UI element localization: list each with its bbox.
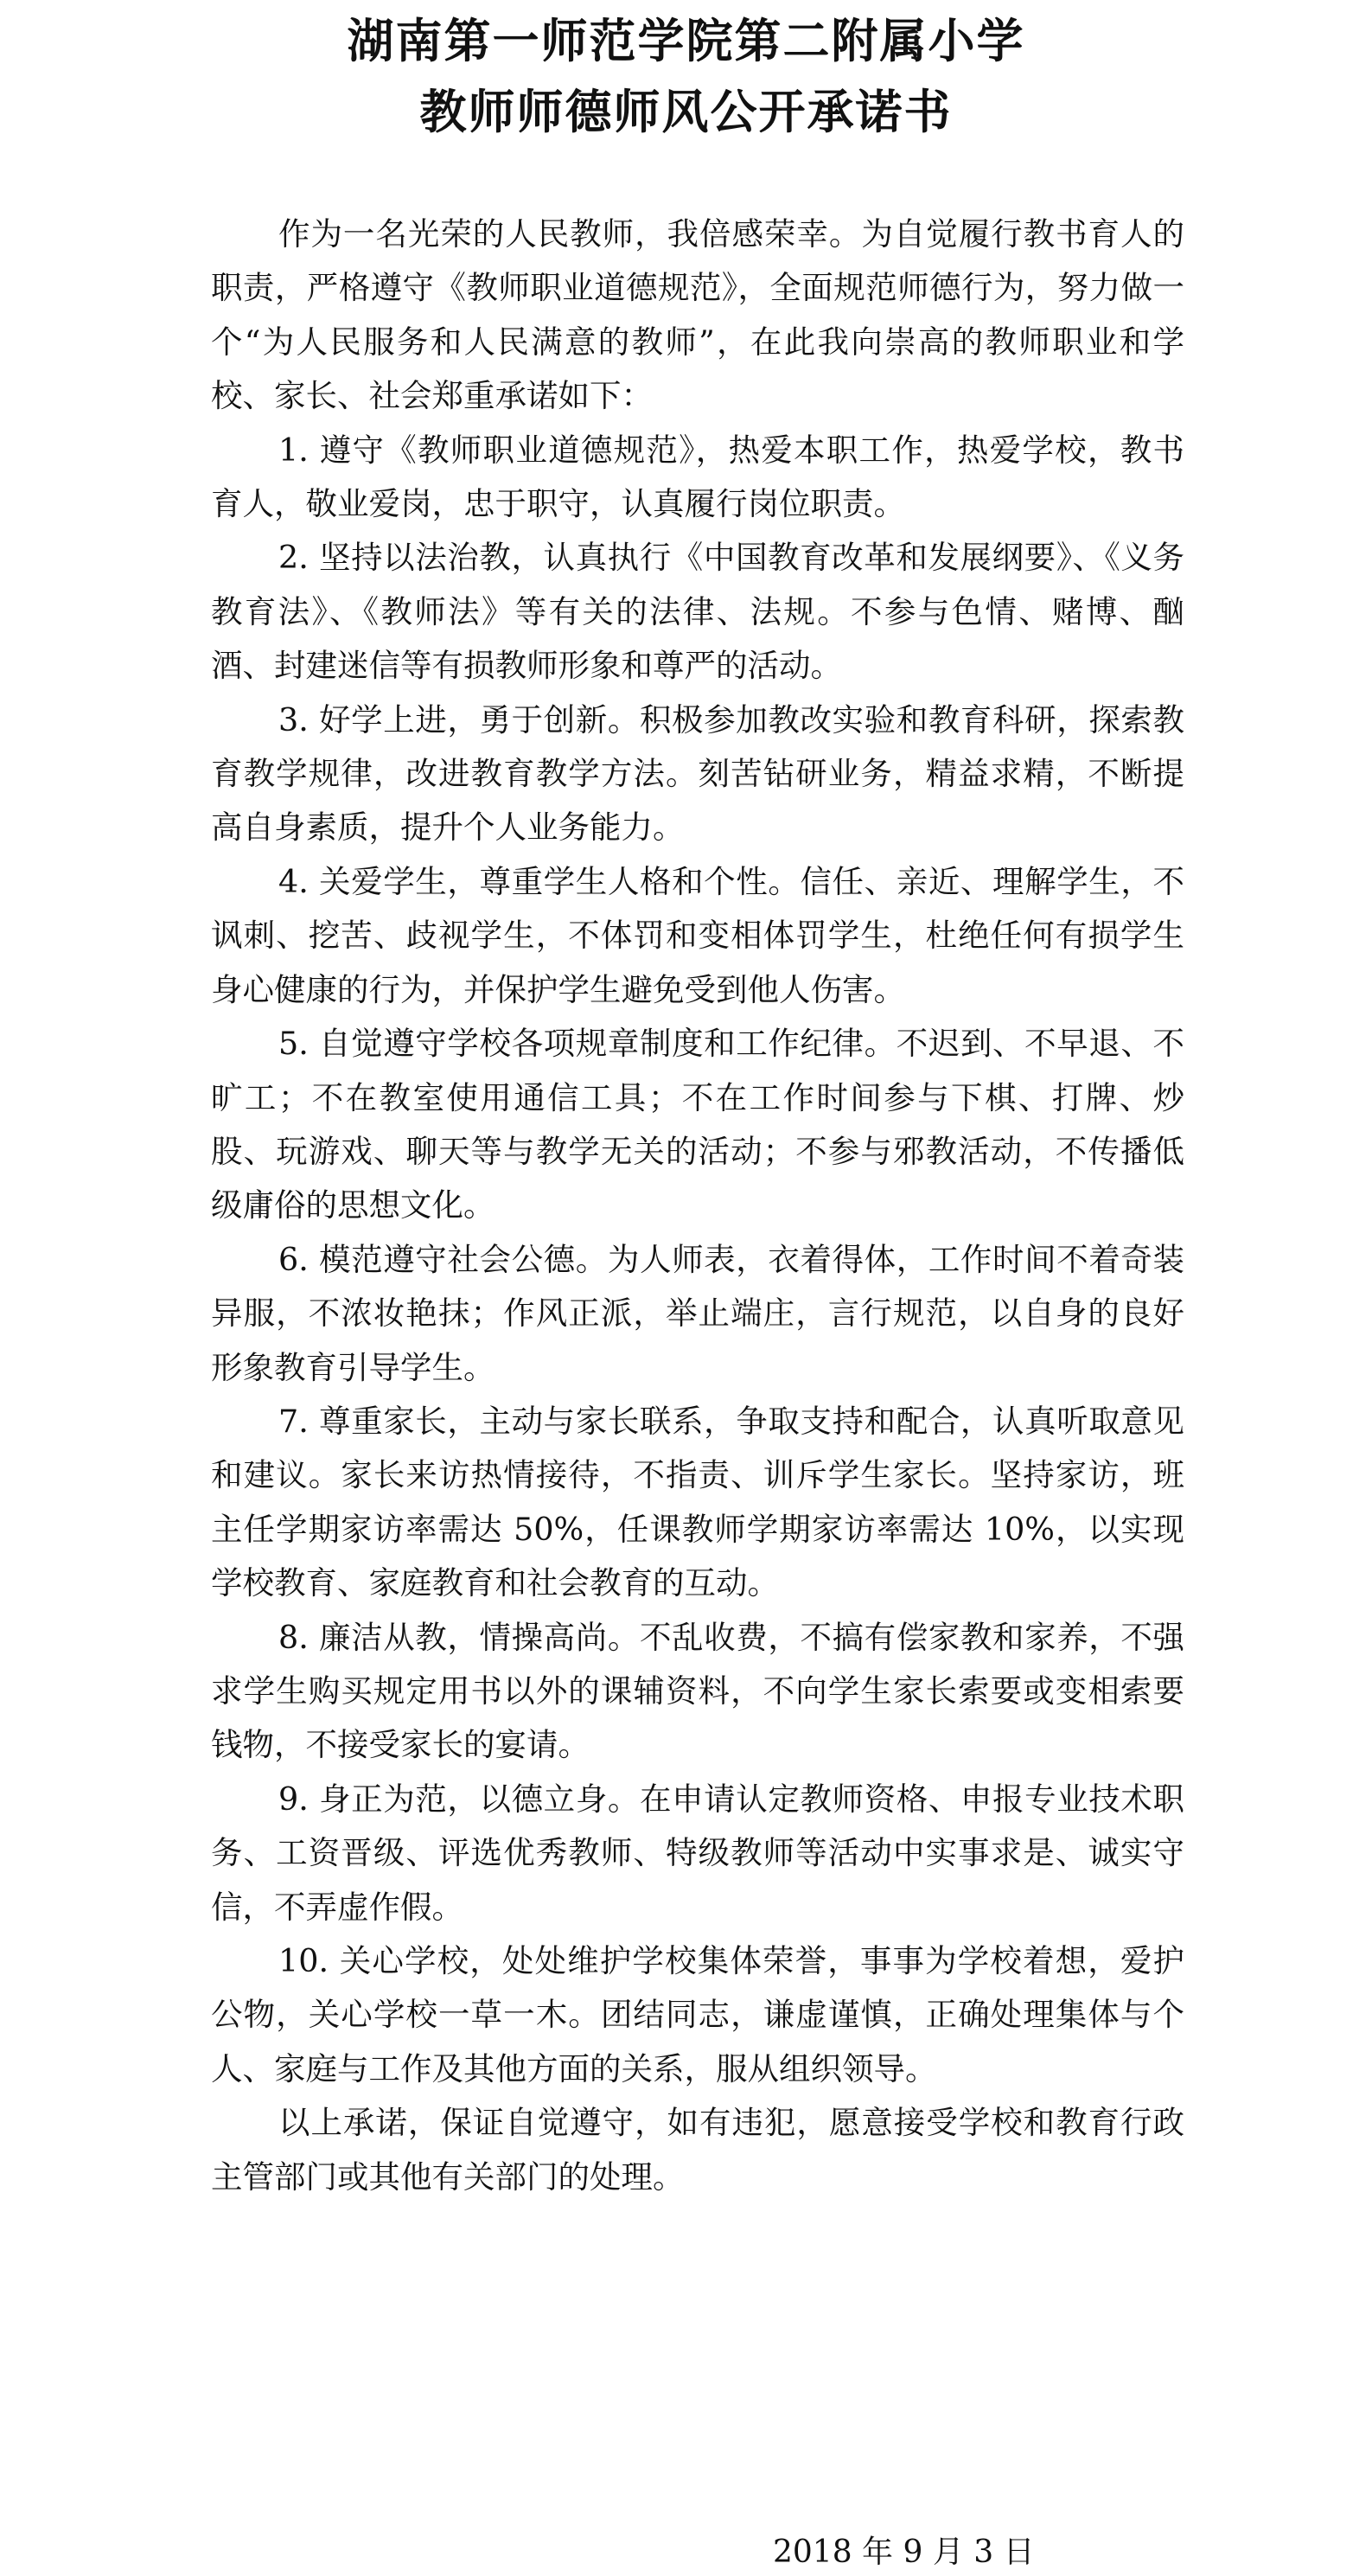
pledge-item-9: 9. 身正为范，以德立身。在申请认定教师资格、申报专业技术职务、工资晋级、评选优秀教师、特级教师等活动中实事求是、诚实守信，不弄虚作假。 — [211, 1780, 1184, 1926]
signature-date: 2018 年 9 月 3 日 — [773, 2534, 1035, 2570]
document-title-line-2: 教师师德师风公开承诺书 — [419, 85, 953, 139]
pledge-item-8: 8. 廉洁从教，情操高尚。不乱收费，不搞有偿家教和家养，不强求学生购买规定用书以外的课辅资料，不向学生家长索要或变相索要钱物，不接受家长的宴请。 — [211, 1618, 1184, 1764]
pledge-item-1: 1. 遵守《教师职业道德规范》，热爱本职工作，热爱学校，教书育人，敬业爱岗，忠于职守，认真履行岗位职责。 — [211, 431, 1184, 523]
pledge-item-7: 7. 尊重家长，主动与家长联系，争取支持和配合，认真听取意见和建议。家长来访热情接待，不指责、训斥学生家长。坚持家访，班主任学期家访率需达 50%，任课教师学期家访率需达 10%，以实现学校教育、家庭教育和社会教育的互动。 — [211, 1402, 1184, 1602]
document-title-line-1: 湖南第一师范学院第二附属小学 — [347, 14, 1025, 68]
pledge-item-2: 2. 坚持以法治教，认真执行《中国教育改革和发展纲要》、《义务教育法》、《教师法》等有关的法律、法规。不参与色情、赌博、酗酒、封建迷信等有损教师形象和尊严的活动。 — [211, 539, 1184, 685]
closing-paragraph: 以上承诺，保证自觉遵守，如有违犯，愿意接受学校和教育行政主管部门或其他有关部门的处理。 — [211, 2104, 1184, 2196]
pledge-item-10: 10. 关心学校，处处维护学校集体荣誉，事事为学校着想，爱护公物，关心学校一草一木。团结同志，谦虚谨慎，正确处理集体与个人、家庭与工作及其他方面的关系，服从组织领导。 — [211, 1942, 1184, 2087]
pledge-item-6: 6. 模范遵守社会公德。为人师表，衣着得体，工作时间不着奇装异服，不浓妆艳抹；作风正派，举止端庄，言行规范，以自身的良好形象教育引导学生。 — [211, 1240, 1184, 1386]
pledge-item-5: 5. 自觉遵守学校各项规章制度和工作纪律。不迟到、不早退、不旷工；不在教室使用通信工具；不在工作时间参与下棋、打牌、炒股、玩游戏、聊天等与教学无关的活动；不参与邪教活动，不传播低级庸俗的思想文化。 — [211, 1025, 1184, 1224]
pledge-item-3: 3. 好学上进，勇于创新。积极参加教改实验和教育科研，探索教育教学规律，改进教育教学方法。刻苦钻研业务，精益求精，不断提高自身素质，提升个人业务能力。 — [211, 700, 1184, 847]
document-body — [211, 208, 1184, 2204]
pledge-item-4: 4. 关爱学生，尊重学生人格和个性。信任、亲近、理解学生，不讽刺、挖苦、歧视学生，不体罚和变相体罚学生，杜绝任何有损学生身心健康的行为，并保护学生避免受到他人伤害。 — [211, 862, 1184, 1008]
intro-paragraph: 作为一名光荣的人民教师，我倍感荣幸。为自觉履行教书育人的职责，严格遵守《教师职业道德规范》，全面规范师德行为，努力做一个“为人民服务和人民满意的教师”，在此我向崇高的教师职业和学校、家长、社会郑重承诺如下： — [211, 215, 1184, 415]
